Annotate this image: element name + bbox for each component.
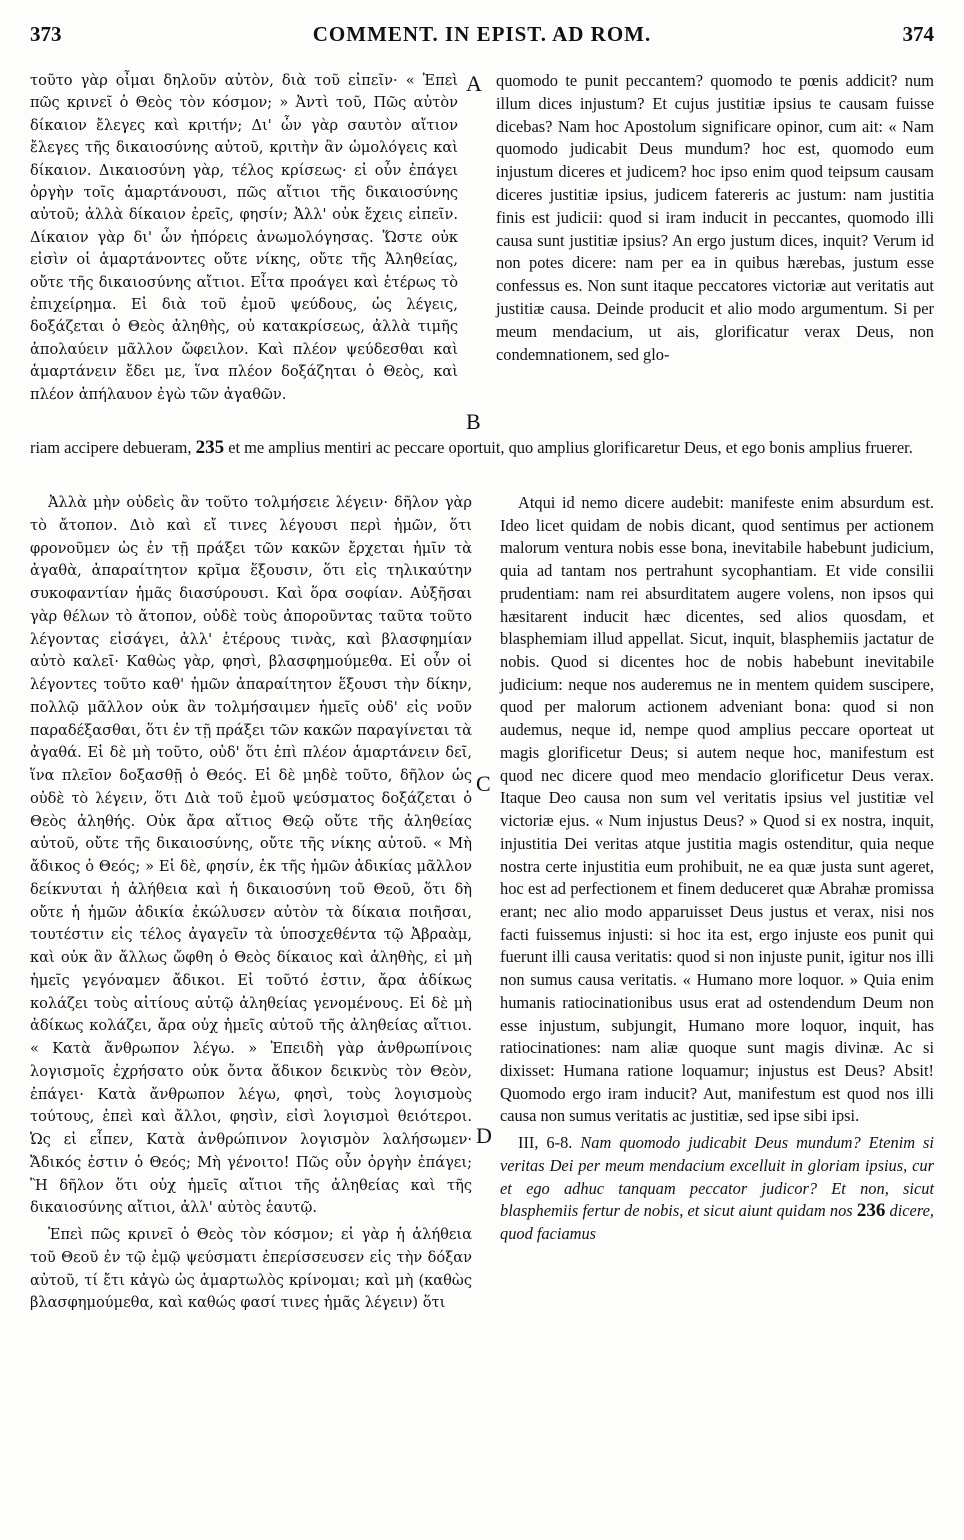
continuation-text-2: et me amplius mentiri ac peccare oportuit, quo amplius glorificaretur Deus, et ego bonis amplius fruerer. [228,438,913,457]
greek-column-main [30,492,472,1315]
page-header [30,22,934,52]
full-width-continuation [30,436,934,461]
page-number-right: 374 [902,22,934,46]
running-title: COMMENT. IN EPIST. AD ROM. [312,22,652,46]
section-marker-d: D [476,1123,492,1148]
greek-paragraph-main: Ἀλλὰ μὴν οὐδεὶς ἂν τοῦτο τολμήσειε λέγειν· δῆλον γὰρ τὸ ἄτοπον. Διὸ καὶ εἴ τινες λέγουσι περὶ ἡμῶν, ὅτι φρονοῦμεν ὡς ἐν τῇ πράξει τῶν κακῶν ἔρχεται ἡμῖν τὰ ἀγαθὰ, ἀπαραίτητον κρῖμα ἕξουσιν, ὅτι εἰς τηλικαύτην συκοφαντίαν ἡμᾶς διασύρουσι. Καὶ ὅρα σοφίαν. Αὐξῆσαι γὰρ θέλων τὸ ἄτοπον, οὐδὲ τοὺς ἀποροῦντας ταῦτα τοῦτο λέγοντας εἰσάγει, ἀλλ' ἑτέρους τινὰς, καὶ βλασφημίαν αὐτὸ καλεῖ· Καθὼς γὰρ, φησὶ, βλασφημούμεθα. Εἰ οὖν οἱ λέγοντες τοῦτο καθ' ἡμῶν ἀπαραίτητον ἕξουσι τὴν δίκην, πολλῷ μᾶλλον οὐκ ἂν τολμήσαιμεν ἡμεῖς οὐδ' εἰς νοῦν παραδέξασθαι, ὅτι ἐν τῇ πράξει τῶν κακῶν παραγίνεται τὰ ἀγαθά. Εἰ δὲ μὴ τοῦτο, οὐδ' ὅτι ἐπὶ πλέον ἁμαρτάνειν δεῖ, ἵνα πλεῖον δοξασθῇ ὁ Θεός. Εἰ δὲ μηδὲ τοῦτο, δῆλον ὡς οὐδὲ τὸ λέγειν, ὅτι Διὰ τοῦ ἐμοῦ ψεύσματος δοξάζεται ὁ Θεὸς ἀληθής. Οὐκ ἄρα αἴτιος Θεῷ οὔτε τῆς ἀληθείας αὐτοῦ, οὔτε τῆς δικαιοσύνης, οὔτε τῆς νίκης αὐτοῦ. « Μὴ ἄδικος ὁ Θεός; » Εἰ δὲ, φησίν, ἐκ τῆς ἡμῶν ἀδικίας μᾶλλον δείκνυται ἡ ἀλήθεια καὶ ἡ δικαιοσύνη τοῦ Θεοῦ, ὅτι δὴ οὔτε ἡ ἡμῶν ἀδικία ἐκώλυσεν αὐτὸν τὰ δίκαια ποιῆσαι, τουτέστιν εἰς τέλος ἀγαγεῖν τὰ ὑποσχεθέντα τῷ Ἀβραὰμ, καὶ οὐκ ἂν ἄλλως ὤφθη ὁ Θεὸς δίκαιος καὶ ἀληθὴς, εἰ μὴ ἡμεῖς γεγόναμεν ἄδικοι. Εἰ τοῦτό ἐστιν, ἄρα ἀδίκως κολάζει τοὺς αἰτίους αὐτῷ ἀληθείας γενομένους. Εἰ δὲ μὴ ἀδίκως κολάζει, ἄρα οὐχ ἡμεῖς αὐτοῦ τῆς ἀληθείας αἴτιοι. « Κατὰ ἄνθρωπον λέγω. » Ἐπειδὴ γὰρ ἀνθρωπίνοις λογισμοῖς ἐχρήσατο οὐκ ὄντα ἄδικον δεικνὺς τὸν Θεὸν, ἐπάγει· Κατὰ ἄνθρωπον λέγω, φησὶ, τοὺς λογισμοὺς τούτους, ἐπεὶ καὶ ἄλλοι, φησὶν, εἰσὶ λογισμοὶ θειότεροι. Ὡς εἰ εἶπεν, Κατὰ ἀνθρώπινον λογισμὸν λαλήσωμεν· Ἄδικός ἐστιν ὁ Θεός; Μὴ γένοιτο! Πῶς οὖν ὀργὴν ἐπάγει; Ἢ δῆλον ὅτι οὐχ ἡμεῖς αἴτιοι τῆς ἀληθείας καὶ τῆς δικαιοσύνης αἴτιοι, ἀλλ' αὐτὸς ἑαυτῷ. [30,494,472,1217]
section-marker-a: A [466,71,482,96]
column-number-236: 236 [856,1200,886,1222]
column-number-235: 235 [195,437,225,458]
page-number-left: 373 [30,22,62,46]
latin-column-main [500,492,934,1246]
greek-paragraph-last: Ἐπεὶ πῶς κρινεῖ ὁ Θεὸς τὸν κόσμον; εἰ γὰρ ἡ ἀλήθεια τοῦ Θεοῦ ἐν τῷ ἐμῷ ψεύσματι ἐπερίσσευσεν εἰς τὴν δόξαν αὐτοῦ, τί ἔτι κἀγὼ ὡς ἁμαρτωλὸς κρίνομαι; καὶ μὴ (καθὼς βλασφημούμεθα, καὶ καθώς φασί τινες ἡμᾶς λέγειν) ὅτι [30,1226,472,1312]
section-marker-b: B [466,409,481,434]
greek-paragraph-top: τοῦτο γὰρ οἶμαι δηλοῦν αὐτὸν, διὰ τοῦ εἰπεῖν· « Ἐπεὶ πῶς κρινεῖ ὁ Θεὸς τὸν κόσμον; » Ἀντὶ τοῦ, Πῶς αὐτὸν δίκαιον ἔλεγες καὶ κριτήν; Δι' ὧν γὰρ σαυτὸν αἴτιον ἔλεγες τῆς δικαιοσύνης αὐτοῦ, κριτὴν ἂν ὡμολόγεις καὶ δίκαιον. Δικαιοσύνη γὰρ, τέλος κρίσεως· εἰ οὖν ἐπάγει ὀργὴν τοῖς ἁμαρτάνουσι, πῶς αἴτιοι τῆς δικαιοσύνης αὐτοῦ; ἀλλὰ δίκαιον ἐρεῖς, φησίν; Ἀλλ' οὐκ ἔχεις εἰπεῖν. Δίκαιον γὰρ δι' ὧν ἠπόρεις ἀνωμολόγησας. Ὥστε οὐκ εἰσὶν οἱ ἁμαρτάνοντες οὔτε νίκης, οὔτε τῆς Ἀληθείας, οὔτε τῆς δικαιοσύνης αἴτιοι. Εἶτα προάγει καὶ ἑτέρως τὸ ἐπιχείρημα. Εἰ διὰ τοῦ ἐμοῦ ψεύδους, ὡς λέγεις, δοξάζεται ὁ Θεὸς ἀληθὴς, οὐ κατακρίσεως, ἀλλὰ τιμῆς ἀπολαύειν μᾶλλον ὤφειλον. Καὶ πλέον ψεύδεσθαι καὶ ἁμαρτάνειν ἔδει με, ἵνα πλέον δοξάζηται ὁ Θεὸς, καὶ πλέον ἀπήλαυον ἐγὼ τῶν ἀγαθῶν. [30,72,458,403]
verse-reference: III, 6-8. [518,1133,573,1153]
verse-text-1: Nam quomodo judicabit Deus mundum? Etenim si veritas Dei per meum mendacium excelluit in gloriam ipsius, cur et ego adhuc tanquam peccator judicor? Et non, sicut blasphemiis fertur de nobis, et sicut aiunt quidam nos [500,1133,934,1221]
latin-paragraph-main: Atqui id nemo dicere audebit: manifeste enim absurdum est. Ideo licet quidam de nobis dicant, quod sentimus per actionem malorum ventura nobis esse bona, inevitabile habebunt judicium, quia ad tantam nos pertrahunt sycophantiam. Et vide consilii prudentiam: nam rei absurditatem augere volens, non ipsos qui hæsitarent inducit hæc dicentes, sed alios quosdam, et blasphemiam illud appellat. Sicut, inquit, blasphemiis jactatur de nobis. Quod si dicentes hoc de nobis habebunt inevitabile judicium: neque nos auderemus ne in mentem quidem suscipere, quod per malorum actionem adveniant bona: quod si non audemus, neque id, nempe quod amplius peccare oporteat ut magis glorificetur Deus; si autem neque hoc, manifestum est quod nec dicere quod meo mendacio glorificetur Deus verax. Itaque Deo causa non sum vel veritatis ipsius vel justitiæ vel victoriæ ejus. « Num injustus Deus? » Quod si ex nostra, inquit, injustitia Dei veritas atque justitia magis ostenditur, quia neque nostra certe injustitia eum prohibuit, ne ea quæ justa sunt ageret, hoc est ad perfectionem et finem deduceret quæ Abrahæ promissa erant; nec alio modo apparuisset Deus justus et verax, nisi nos facti fuissemus injusti: si hoc ita est, ergo injuste eos punit qui fuerunt illi causa veritatis: quod si non injuste punit, igitur nos illi non sumus causa veritatis. « Humano more loquor. » Quia enim humanis ratiocinationibus usus erat ad ostendendum Deum non esse injustum, subjungit, Humano more loquor, inquit, has ratiocinationes: nam aliæ quoque sunt magis divinæ. Ac si dixisset: Humana ratione loquamur; injustus est Deus? Absit! Quomodo ergo iram inducit? Aut, manifestum est quod nos illi causa non sumus veritatis ac justitiæ, sed ipse sibi ipsi. [500,493,934,1126]
verse-text-2: dicere, quod faciamus [500,1201,934,1243]
latin-paragraph-top: quomodo te punit peccantem? quomodo te pœnis addicit? num illum dices injustum? Et cujus justitiæ ipsius te causam fuisse dicebas? Nam hoc Apostolum significare opinor, cum ait: « Nam quomodo judicabit Deus mundum? hoc est, quomodo eum injustum diceres et judicem? hoc ipso enim quod teipsum causam diceres justitiæ ipsius, judicem fatereris ac justum: nam justitia finis est judicii: quod si iram inducit in peccantes, quomodo illi causa sunt justitiæ ipsius? An ergo justum dices, inquit? Verum id non potes dicere: nam per ea in quibus hærebas, justum esse confessus es. Non sunt itaque peccatores victoriæ aut veritatis aut justitiæ causa. Deinde producit et alio modo argumentum. Si per meum mendacium, ut ais, glorificatur verax Deus, non condemnationem, sed glo- [496,71,934,364]
latin-column-top [496,70,934,366]
section-marker-c: C [476,771,491,796]
latin-paragraph-last [500,1132,934,1246]
continuation-text-1: riam accipere debueram, [30,438,192,457]
greek-column-top [30,70,458,406]
